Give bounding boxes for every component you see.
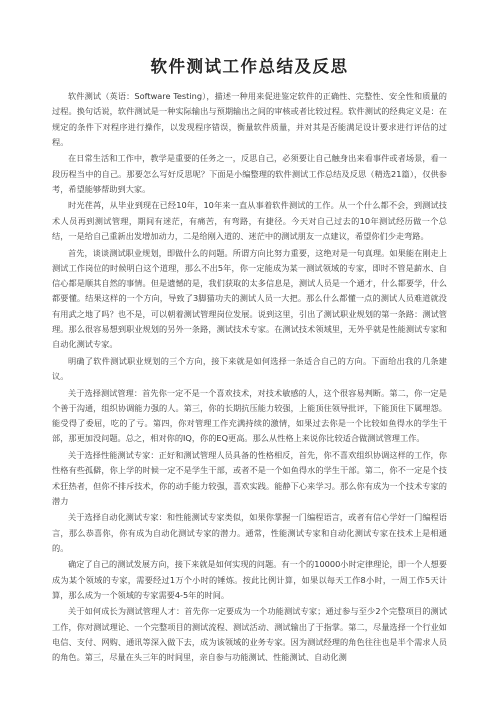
paragraph-intro: 在日常生活和工作中，教学是重要的任务之一，反思自己，必须要让自己触身出来看事件或者场景，看一段历程当中的自己。那要怎么写好反思呢？下面是小编整理的软件测试工作总结及反思（精选21篇），仅供参考，希望能够帮助到大家。 [52,153,447,194]
paragraph-suggestions: 明确了软件测试职业规划的三个方向，接下来就是如何选择一条适合自己的方向。下面给出我的几条建议。 [52,355,447,382]
paragraph-definition: 软件测试（英语：Software Testing），描述一种用来促进鉴定软件的正确性、完整性、安全性和质量的过程。换句话说，软件测试是一种实际输出与预期输出之间的审核或者比较过程。软件测试的经典定义是：在规定的条件下对程序进行操作，以发现程序错误，衡量软件质量，并对其是否能满足设计要求进行评估的过程。 [52,91,447,147]
paragraph-career-planning: 首先，谈谈测试职业规划，即做什么的问题。所谓方向比努力重要，这绝对是一句真理。如果能在刚走上测试工作岗位的时候明白这个道理，那么不出5年，你一定能成为某一测试领域的专家，即时不管是薪水、自信心都是顺其自然的事情。但是遗憾的是，我们获取的太多信息是，测试人员是一个通才，什么都要学，什么都要懂。结果这样的一个方向，导致了3脚猫功夫的测试人员一大把。那么什么都懂一点的测试人员难道就没有用武之地了吗？也不是，可以朝着测试管理岗位发展。说到这里，引出了测试职业规划的第一条路：测试管理。那么很容易想到职业规划的另外一条路，测试技术专家。在测试技术领域里，无外乎就是性能测试专家和自动化测试专家。 [52,247,447,350]
paragraph-10000-hours: 确定了自己的测试发展方向，接下来就是如何实现的问题。有一个的10000小时定律理论，即一个人想要成为某个领域的专家，需要经过1万个小时的锤炼。按此比例计算，如果以每天工作8小时，一周工作5天计算，那么成为一个领域的专家需要4-5年的时间。 [52,559,447,600]
paragraph-performance-expert: 关于选择性能测试专家：正好和测试管理人员具备的性格相反，首先，你不喜欢组织协调这样的工作，你性格有些孤僻，你上学的时候一定不是学生干部，或者不是一个如鱼得水的学生干部。第二，你不一定是个技术狂热者，但你不排斥技术，你的动手能力较强，喜欢实践。能静下心来学习。那么你有成为一个技术专家的潜力 [52,449,447,506]
paragraph-experience: 时光荏苒，从毕业到现在已经10年，10年来一直从事着软件测试的工作。从一个什么都不会，到测试技术人员再到测试管理，期间有迷茫，有痛苦，有弯路，有捷径。今天对自己过去的10年测试经历做一个总结，一是给自己重新出发增加动力，二是给刚入道的、迷茫中的测试朋友一点建议，希望你们少走弯路。 [52,200,447,242]
paragraph-management-growth: 关于如何成长为测试管理人才：首先你一定要成为一个功能测试专家；通过参与至少2个完整项目的测试工作，你对测试理论、一个完整项目的测试流程、测试活动、测试输出了于指掌。第二，尽量选择一个行业如电信、支付、网购、通讯等深入做下去，成为该领域的业务专家。因为测试经理的角色往往也是半个需求人员的角色。第三，尽量在头三年的时间里，亲自参与功能测试、性能测试、自动化测 [52,606,447,663]
paragraph-test-management: 关于选择测试管理：首先你一定不是一个喜欢技术，对技术敏感的人，这个很容易判断。第二，你一定是个善于沟通，组织协调能力强的人。第三，你的长期抗压能力较强，上能顶住领导批评，下能顶住下属埋怨。能受得了委屈，吃的了亏。第四，你对管理工作充满持续的激情，如果过去你是一个比较如鱼得水的学生干部，那更加没问题。总之，相对你的IQ，你的EQ更高。那么从性格上来说你比较适合做测试管理工作。 [52,387,447,444]
paragraph-automation-expert: 关于选择自动化测试专家：和性能测试专家类似，如果你掌握一门编程语言，或者有信心学好一门编程语言，那么恭喜你，你有成为自动化测试专家的潜力。通常，性能测试专家和自动化测试专家在技术上是相通的。 [52,512,447,553]
document-title: 软件测试工作总结及反思 [150,57,349,76]
